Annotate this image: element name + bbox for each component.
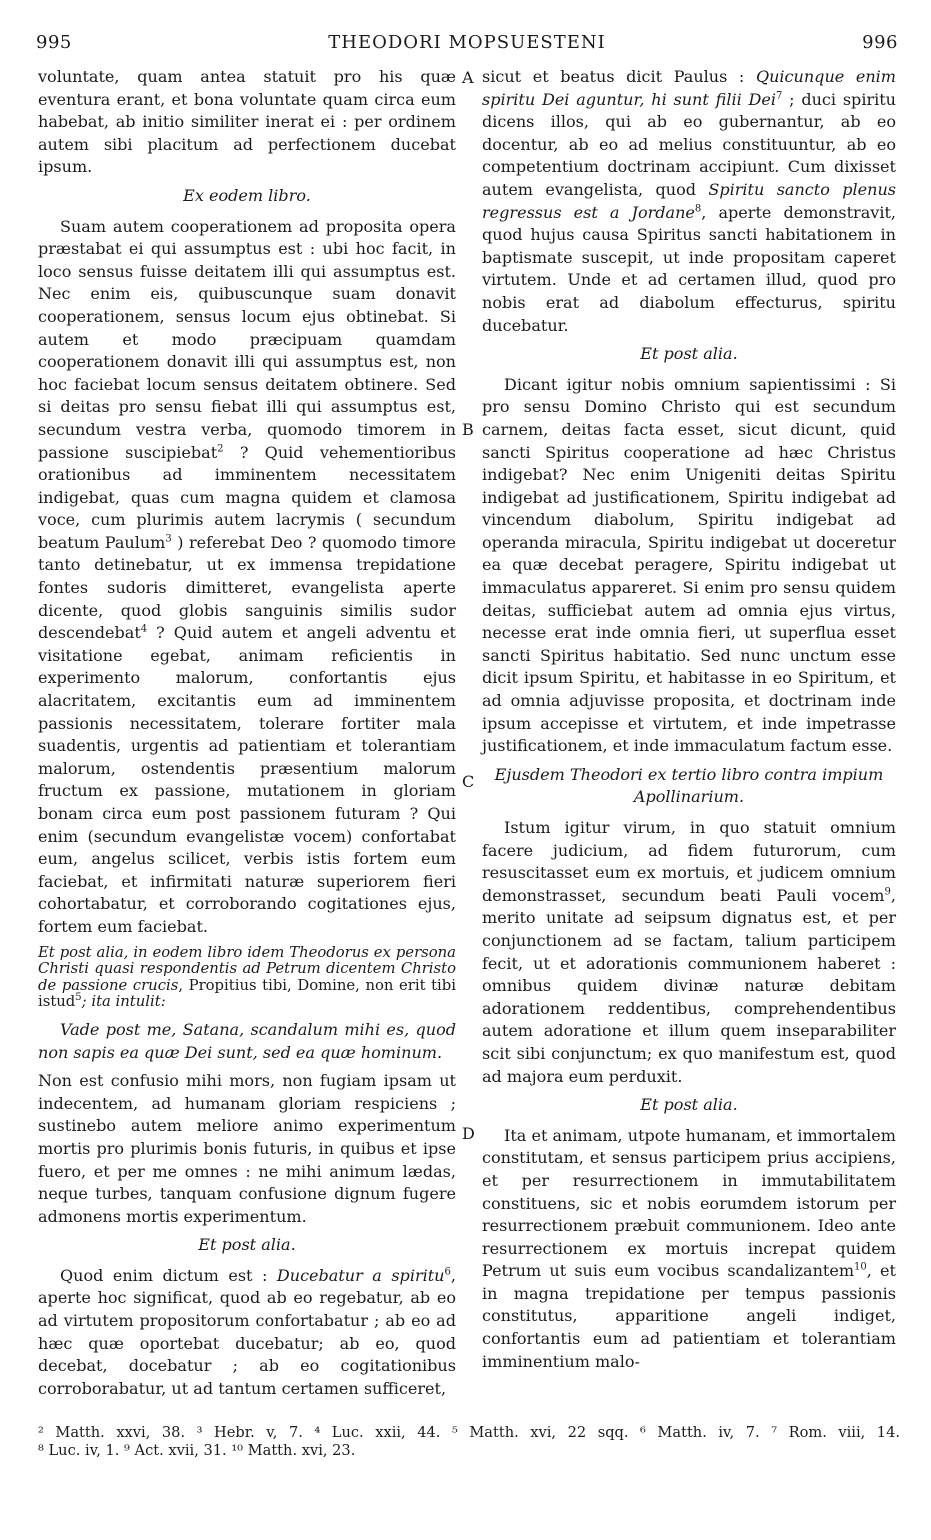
- footnote-ref: 5: [75, 992, 82, 1004]
- section-heading: Ejusdem Theodori ex tertio libro contra impium Apollinarium.: [494, 764, 884, 807]
- paragraph: Quod enim dictum est : Ducebatur a spiritu$^6$, aperte hoc significat, quod ab eo regebatur, ab eo ad virtutem propositorum confortabatur ; ab eo ad hæc quæ oportebat ducebatur; ab eo, quod decebat, docebatur ; ab eo cogitationibus corroborabatur, ut ad tantum certamen sufficeret,: [38, 1265, 456, 1398]
- paragraph: Suam autem cooperationem ad proposita opera præstabat ei qui assumptus est : ubi hoc facit, in loco sensus fuisse deitatem illi qui assumptus est. Nec enim eis, quibuscunque suam donavit cooperationem, sensus locum ejus obtinebat. Si autem et modo præcipuam quamdam cooperationem donavit illi qui assumptus est, non hoc faciebat locum sensus deitatem obtinere. Sed si deitas pro sensu fiebat illi qui assumptus est, secundum vestra verba, quomodo timorem in passione suscipiebat$^2$ ? Quid vehementioribus orationibus ad imminentem necessitatem indigebat, quas cum magna quidem et clamosa voce, cum plurimis autem lacrymis ( secundum beatum Paulum$^3$ ) referebat Deo ? quomodo timore tanto detinebatur, ut ex immensa trepidatione fontes sudoris dimitteret, evangelista aperte dicente, quod globis sanguinis similis sudor descendebat$^4$ ? Quid autem et angeli adventu et visitatione egebat, animam reficientis in experimento malorum, confortantis ejus alacritatem, excitantis eum ad imminentem passionis necessitatem, tolerare fortiter mala suadentis, urgentis ad patientiam et tolerantiam malorum, ostendentis præsentium malorum fructum ex passione, mutationem in gloriam bonam circa eum post passionem futuram ? Qui enim (secundum evangelistæ vocem) confortabat eum, angelus scilicet, verbis istis fortem eum faciebat, et infirmitati naturæ superiorem fieri cohortabatur, et corroborando cogitationes ejus, fortem eum faciebat.: [38, 216, 457, 936]
- margin-letter-c: C: [462, 772, 475, 791]
- running-title: THEODORI MOPSUESTENI: [328, 32, 606, 53]
- margin-letter-b: B: [462, 420, 474, 439]
- page-number-left: 995: [36, 32, 72, 53]
- section-heading: Et post alia.: [640, 344, 738, 364]
- page-number-right: 996: [862, 32, 898, 53]
- paragraph: Istum igitur virum, in quo statuit omnium facere judicium, ad fidem futurorum, cum resuscitasset eum ex mortuis, et judicem omnium demonstrasset, secundum beati Pauli vocem$^9$, merito unitate ad seipsum dignatus est, et per conjunctionem ad se factam, talium participem fecit, ut et adorationis communionem haberet : omnibus quidem divinæ naturæ debitam adorationem reddentibus, comprehendentibus autem adoratione et illum quem inseparabiliter scit sibi conjunctum; ex quo manifestum est, quod ad majora eum perduxit.: [482, 818, 896, 1086]
- footnote-ref: 9: [884, 886, 891, 898]
- section-heading: Et post alia.: [198, 1235, 296, 1255]
- paragraph: sicut et beatus dicit Paulus : Quicunque enim spiritu Dei aguntur, hi sunt filii Dei$^7$ ; duci spiritu dicens illos, qui ab eo gubernantur, ab eo docentur, ab eo ad melius constituuntur, ab eo competentium doctrinam accipiunt. Cum dixisset autem evangelista, quod Spiritu sancto plenus regressus est a Jordane$^8$, aperte demonstravit, quod hujus causa Spiritus sancti habitationem in baptismate suscepit, ut inde propositam caperet virtutem. Unde et ad certamen illud, quod pro nobis erat ad diabolum effecturus, spiritu ducebatur.: [482, 67, 896, 335]
- footnote-ref: 2: [217, 443, 224, 455]
- footnote-row: ⁸ Luc. iv, 1. ⁹ Act. xvii, 31. ¹⁰ Matth. xvi, 23.: [38, 1442, 356, 1459]
- right-column: [482, 66, 896, 1379]
- footnote-ref: 3: [165, 533, 172, 545]
- footnote-ref: 7: [775, 90, 783, 102]
- footnote-ref: 6: [444, 1266, 451, 1278]
- section-heading: Et post alia.: [640, 1095, 738, 1115]
- footnote-ref: 8: [694, 203, 702, 215]
- footnote-row: ² Matth. xxvi, 38. ³ Hebr. v, 7. ⁴ Luc. xxii, 44. ⁵ Matth. xvi, 22 sqq. ⁶ Matth. iv, 7. ⁷ Rom. viii, 14.: [38, 1424, 900, 1441]
- paragraph: Ita et animam, utpote humanam, et immortalem constitutam, et sensus participem prius accipiens, et per resurrectionem in immutabilitatem constituens, sic et nobis eorumdem istorum per resurrectionem præbuit communionem. Ideo ante resurrectionem ex mortuis increpat quidem Petrum ut suis eum vocibus scandalizantem$^{10}$, et in magna trepidatione per tempus passionis constitutus, apparitione angeli indiget, confortantis eum ad patientiam et tolerantiam imminentium malo-: [482, 1125, 896, 1371]
- paragraph: voluntate, quam antea statuit pro his quæ eventura erant, et bona voluntate quam circa eum habebat, ab initio similiter inerat ei : per ordinem autem sibi placitum ad perfectionem ducebat ipsum.: [38, 67, 456, 177]
- margin-letter-a: A: [462, 68, 474, 87]
- quotation: Vade post me, Satana, scandalum mihi es, quod non sapis ea quæ Dei sunt, sed ea quæ hominum.: [38, 1019, 456, 1062]
- paragraph: Dicant igitur nobis omnium sapientissimi : Si pro sensu Domino Christo qui est secundum carnem, deitas facta esset, sicut dicunt, quid sancti Spiritus cooperatione ad hæc Christus indigebat? Nec enim Unigeniti deitas Spiritu indigebat ad justificationem, Spiritu indigebat ad vincendum diabolum, Spiritu indigebat ad operanda miracula, Spiritu indigebat ut doceretur ea quæ decebat peragere, Spiritu indigebat ut immaculatus appareret. Si enim pro sensu quidem deitas, sufficiebat autem ad omnia ejus virtus, necesse erat inde omnia fieri, ut superflua esset sancti Spiritus habitatio. Sed nunc unctum esse dicit ipsum Spiritu, et habitasse in eo Spiritum, et ad omnia adjuvisse proposita, et doctrinam inde ipsum accepisse et virtutem, et inde impetrasse justificationem, et inde immaculatum factum esse.: [482, 374, 896, 756]
- margin-letter-d: D: [462, 1124, 475, 1143]
- paragraph: Non est confusio mihi mors, non fugiam ipsam ut indecentem, ad humanam gloriam respiciens ; sustinebo autem meliore animo experimentum mortis pro plurimis bonis futuris, in quibus et ipse fuero, et per me omnes : ne mihi animum lædas, neque turbes, tanquam confusione dignum fugere admonens mortis experimentum.: [38, 1071, 456, 1226]
- left-column: [38, 66, 456, 1406]
- footnote-ref: 10: [854, 1261, 867, 1273]
- footnote-ref: 4: [140, 623, 148, 635]
- footnotes: [38, 1424, 900, 1460]
- page-header: [36, 32, 898, 56]
- lemma-heading: Et post alia, in eodem libro idem Theodorus ex persona Christi quasi respondentis ad Petrum dicentem Christo de passione crucis, Propitius tibi, Domine, non erit tibi istud$^5$; ita intulit:: [38, 943, 456, 1011]
- section-heading: Ex eodem libro.: [183, 185, 311, 205]
